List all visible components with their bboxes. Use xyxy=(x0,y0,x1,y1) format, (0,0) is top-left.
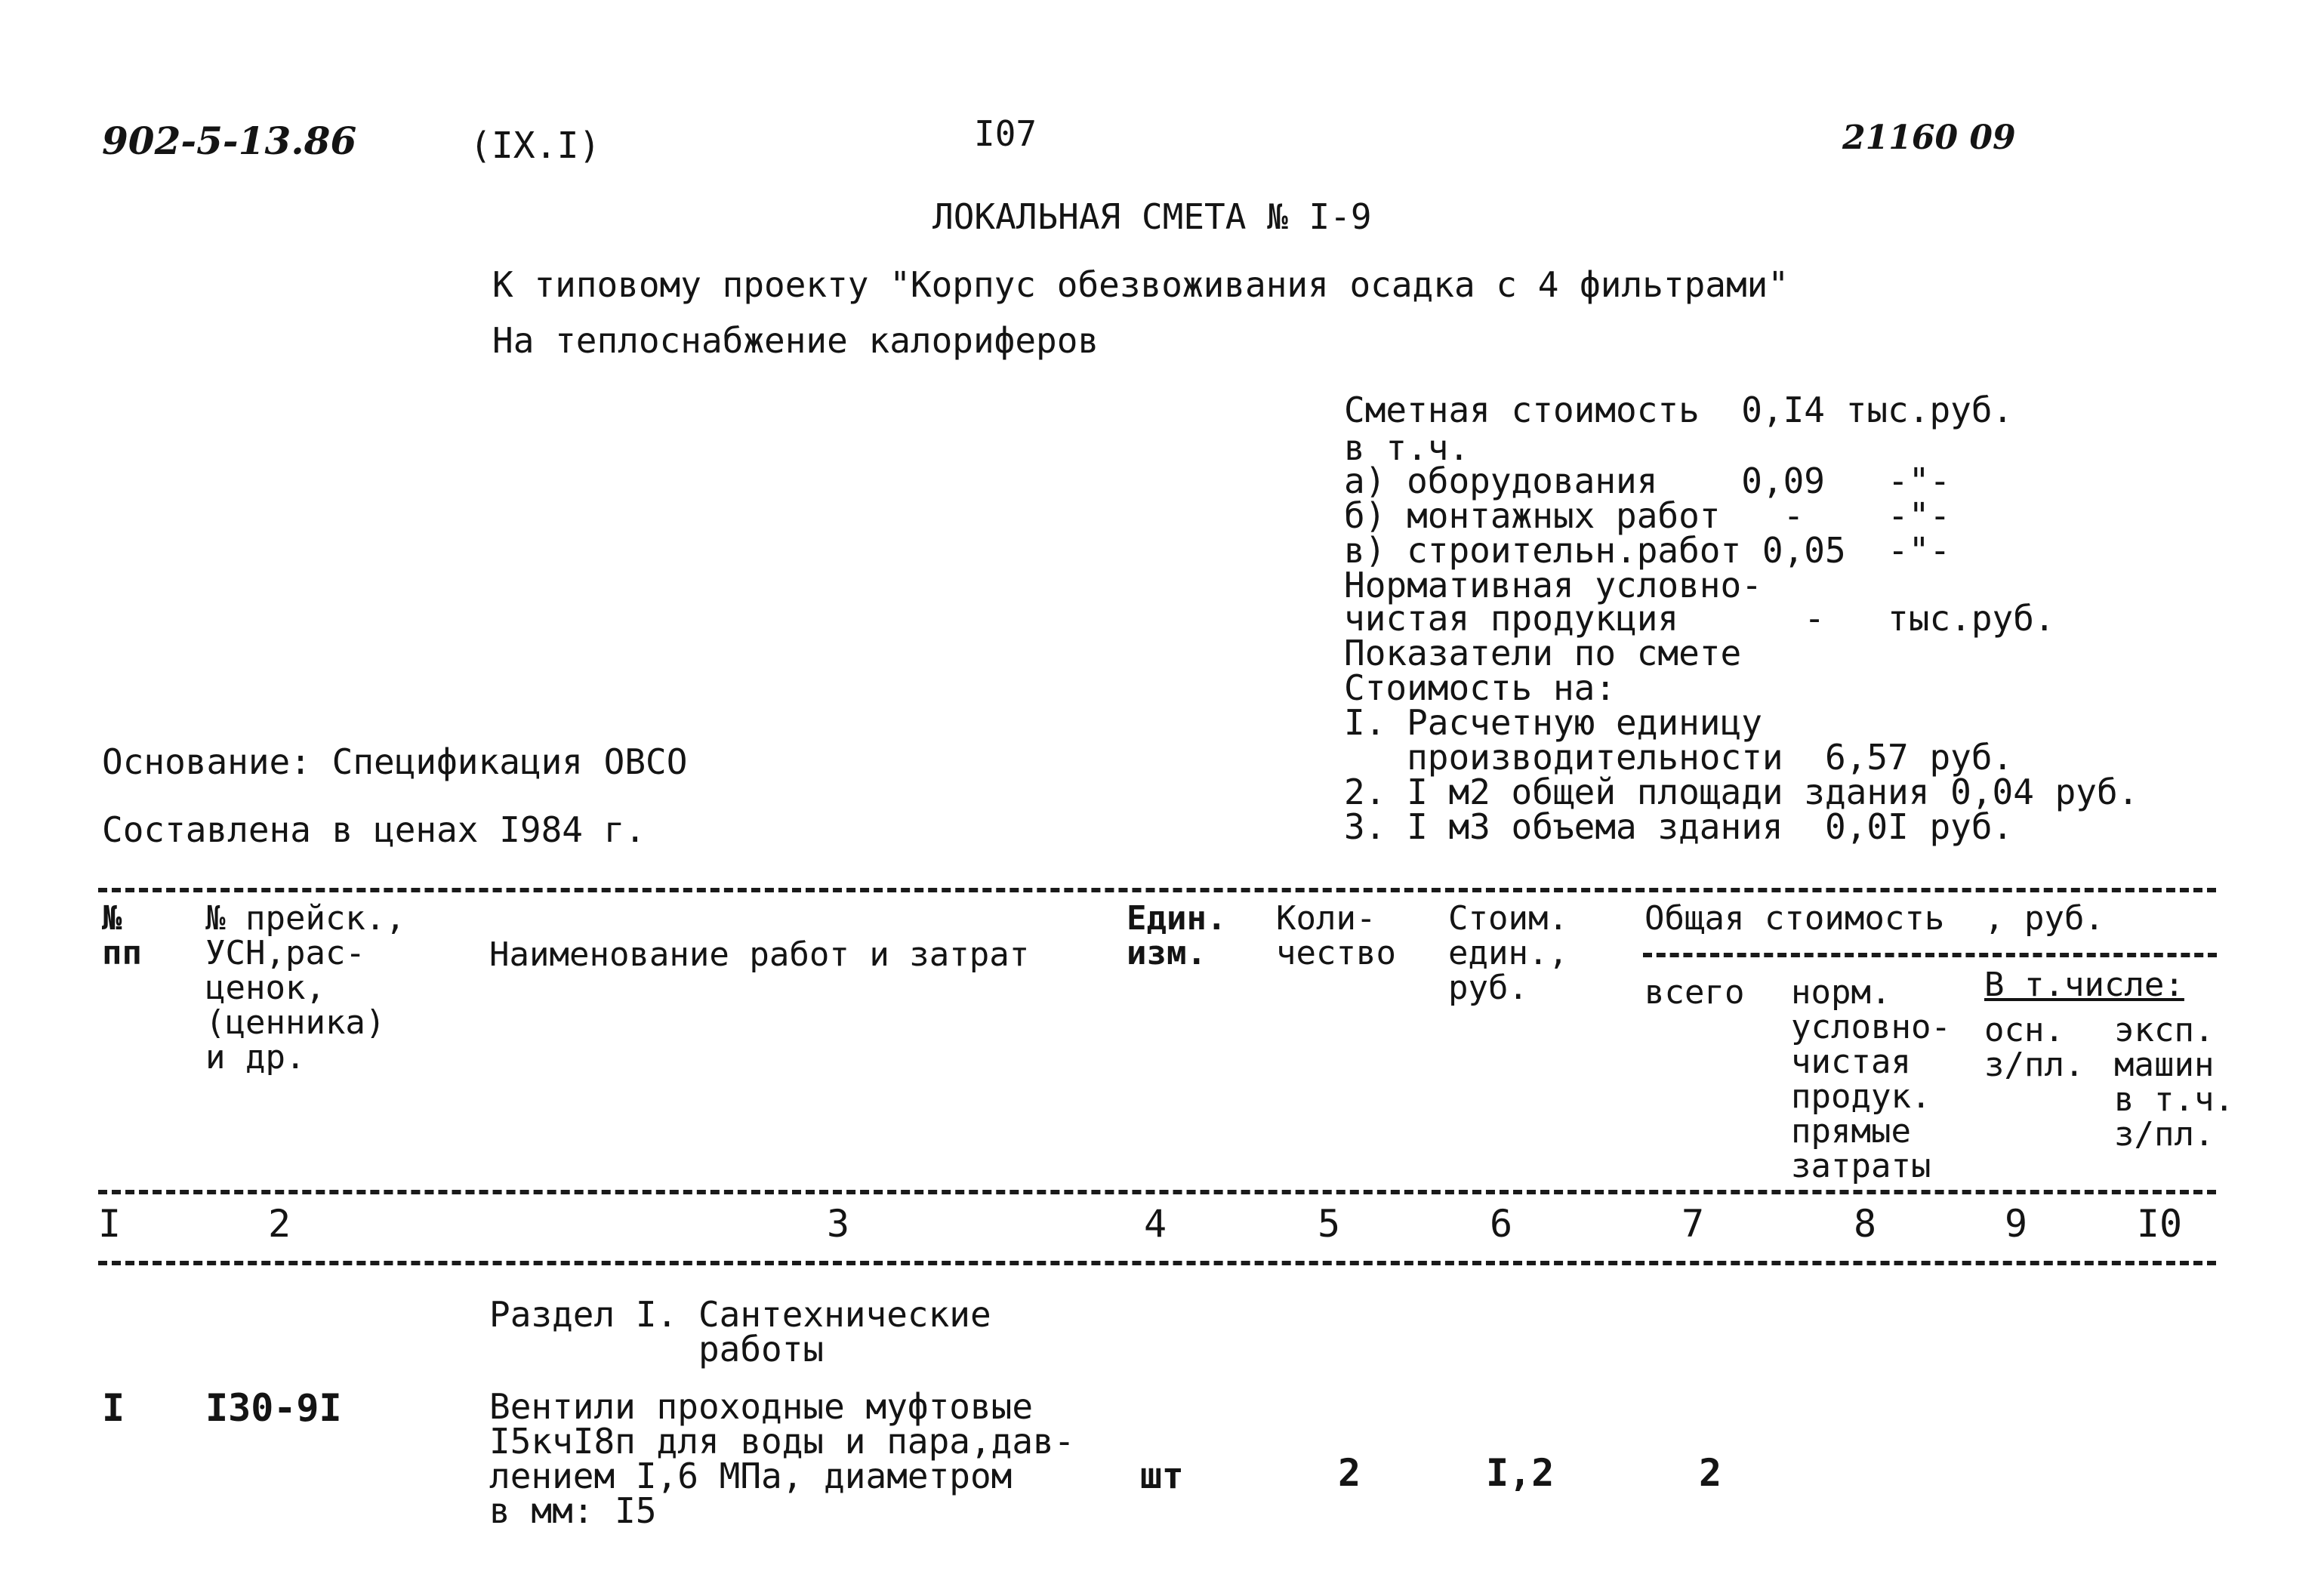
summary-line: в т.ч. xyxy=(1344,427,1470,468)
inventory-number: 21160 09 xyxy=(1842,119,2016,157)
row-number: I xyxy=(102,1386,125,1430)
summary-line: б) монтажных работ - -"- xyxy=(1344,495,1951,536)
col-number: I0 xyxy=(2136,1202,2183,1246)
page-number: I07 xyxy=(974,113,1037,154)
col-numbers-top-rule xyxy=(98,1190,2216,1194)
col-header-including: В т.числе: xyxy=(1984,966,2184,1004)
summary-line: 3. I м3 объема здания 0,0I руб. xyxy=(1344,806,2014,847)
row-unit-cost: I,2 xyxy=(1486,1451,1555,1495)
summary-line: Сметная стоимость 0,I4 тыс.руб. xyxy=(1344,390,2014,430)
album-number: (IX.I) xyxy=(470,125,601,167)
row-unit: шт xyxy=(1140,1455,1184,1497)
col-number: 5 xyxy=(1317,1202,1341,1246)
table-top-rule xyxy=(98,888,2216,892)
col-header-num: № пп xyxy=(102,899,142,972)
col-header-name: Наименование работ и затрат xyxy=(489,935,1030,974)
col-number: 6 xyxy=(1489,1202,1513,1246)
row-quantity: 2 xyxy=(1338,1451,1361,1495)
summary-line: I. Расчетную единицу xyxy=(1344,702,1762,743)
summary-line: Нормативная условно- xyxy=(1344,565,1762,605)
col-number: I xyxy=(97,1202,122,1246)
row-total: 2 xyxy=(1699,1451,1722,1495)
summary-line: Стоимость на: xyxy=(1344,667,1617,708)
col-header-total-cost: Общая стоимость xyxy=(1644,899,1945,938)
col-number: 7 xyxy=(1681,1202,1705,1246)
summary-line: чистая продукция - тыс.руб. xyxy=(1344,598,2055,639)
col-header-total: всего xyxy=(1644,973,1745,1012)
summary-line: Показатели по смете xyxy=(1344,633,1742,673)
summary-line: а) оборудования 0,09 -"- xyxy=(1344,461,1951,501)
estimate-title: ЛОКАЛЬНАЯ СМЕТА № I-9 xyxy=(932,196,1372,237)
summary-line: 2. I м2 общей площади здания 0,04 руб. xyxy=(1344,772,2139,812)
prices-line: Составлена в ценах I984 г. xyxy=(102,809,646,850)
col-header-base-pay: осн. з/пл. xyxy=(1984,1011,2085,1084)
section-title: Раздел I. Сантехнические работы xyxy=(489,1294,991,1370)
row-name: Вентили проходные муфтовые I5кчI8п для воды и пара,дав- лением I,6 МПа, диаметром в мм: I5 xyxy=(489,1386,1075,1531)
summary-line: производительности 6,57 руб. xyxy=(1344,737,2014,778)
col-header-unit-cost: Стоим. един., руб. xyxy=(1448,899,1568,1007)
col-number: 8 xyxy=(1853,1202,1877,1246)
col-header-code: № прейск., УСН,рас- ценок, (ценника) и др. xyxy=(205,899,405,1077)
col-header-rub: , руб. xyxy=(1984,899,2104,938)
header-subrule xyxy=(1643,953,2217,957)
doc-code: 902-5-13.86 xyxy=(102,119,357,163)
col-header-qty: Коли- чество xyxy=(1276,899,1396,972)
project-line: К типовому проекту "Корпус обезвоживания осадка с 4 фильтрами" xyxy=(492,264,1789,305)
col-number: 4 xyxy=(1143,1202,1167,1246)
col-number: 3 xyxy=(826,1202,850,1246)
col-number: 9 xyxy=(2004,1202,2028,1246)
col-numbers-bottom-rule xyxy=(98,1261,2216,1265)
summary-line: в) строительн.работ 0,05 -"- xyxy=(1344,530,1951,571)
row-code: I30-9I xyxy=(205,1386,342,1430)
col-number: 2 xyxy=(267,1202,291,1246)
col-header-unit: Един. изм. xyxy=(1127,899,1227,972)
col-header-norm: норм. условно- чистая продук. прямые затраты xyxy=(1791,973,1951,1185)
col-header-machines: эксп. машин в т.ч. з/пл. xyxy=(2114,1011,2234,1154)
basis-line: Основание: Спецификация ОВСО xyxy=(102,741,688,782)
purpose-line: На теплоснабжение калориферов xyxy=(492,320,1099,361)
